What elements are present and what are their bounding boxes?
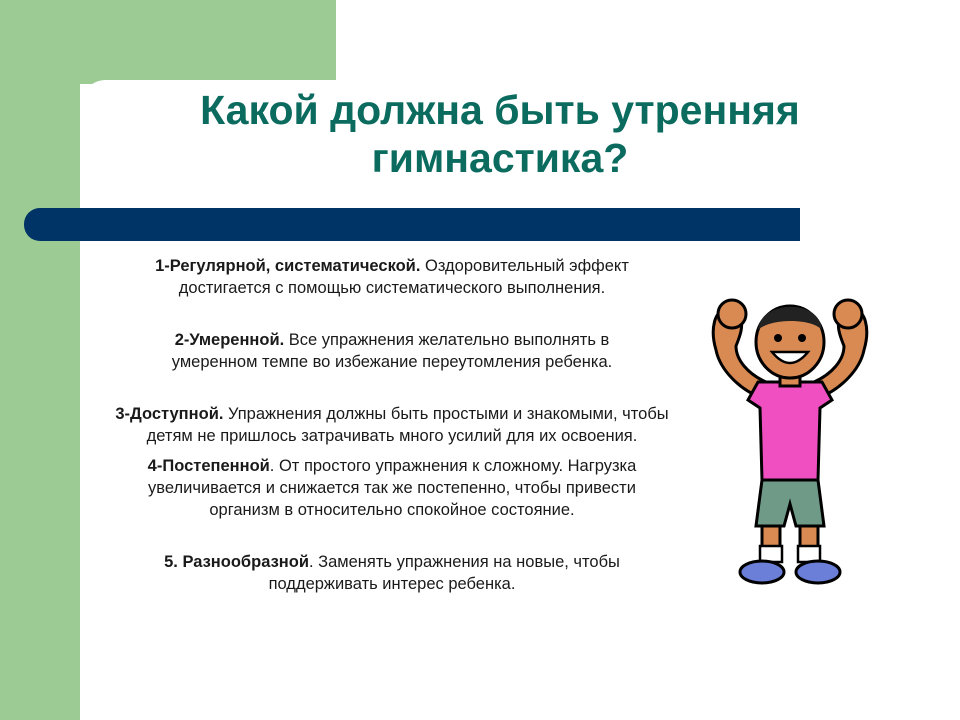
item-2-text: Все упражнения желательно выполнять в умеренном темпе во избежание переутомления ребенка. [171, 331, 613, 371]
slide-content [92, 255, 692, 595]
item-5-text: . Заменять упражнения на новые, чтобы поддерживать интерес ребенка. [268, 553, 620, 593]
item-2-heading: 2-Умеренной. [174, 331, 285, 349]
item-1-heading: 1-Регулярной, систематической. [155, 257, 421, 275]
item-4-heading: 4-Постепенной [147, 457, 270, 475]
list-item-3 [92, 403, 692, 447]
item-1-text: Оздоровительный эффект достигается с помощью систематического выполнения. [178, 257, 629, 297]
left-green-stripe [0, 0, 80, 720]
item-5-heading: 5. Разнообразной [164, 553, 309, 571]
flexing-boy-icon [700, 290, 880, 600]
list-item-1 [92, 255, 692, 299]
list-item-2 [92, 329, 692, 373]
list-item-5 [92, 551, 692, 595]
top-green-block [0, 0, 336, 84]
title-divider-bar [24, 208, 800, 241]
item-3-heading: 3-Доступной. [115, 405, 224, 423]
slide-title: Какой должна быть утренняя гимнастика? [200, 87, 800, 181]
list-item-4 [92, 455, 692, 521]
item-3-text: Упражнения должны быть простыми и знакомыми, чтобы детям не пришлось затрачивать много усилий для их освоения. [146, 405, 669, 445]
item-4-text: . От простого упражнения к сложному. Нагрузка увеличивается и снижается так же постепенно, чтобы привести организм в относительно спокойное состояние. [148, 457, 637, 519]
